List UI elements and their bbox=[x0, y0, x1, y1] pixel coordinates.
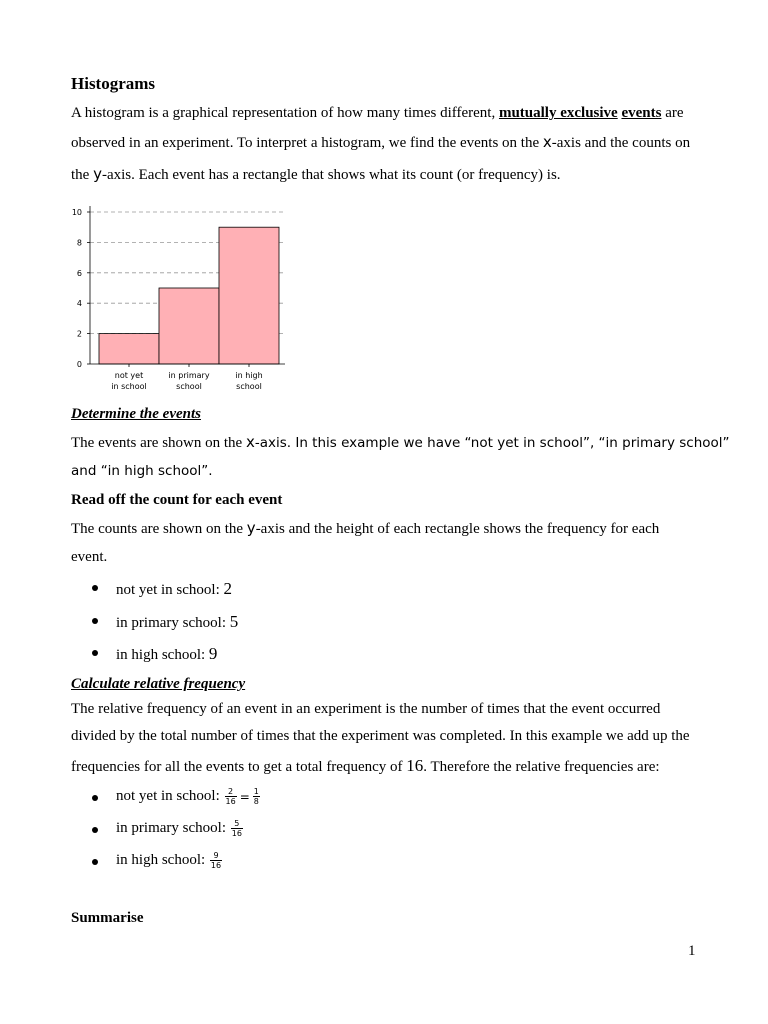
math-y: y bbox=[246, 519, 256, 537]
relative-line-3 bbox=[71, 758, 711, 775]
x-tick-label: not yet bbox=[114, 371, 144, 380]
bullet-icon bbox=[92, 795, 98, 801]
relative-text: frequencies for all the events to get a total frequency of bbox=[71, 759, 407, 775]
fraction-numerator: 1 bbox=[253, 787, 259, 796]
readoff-line-2: event. bbox=[71, 549, 108, 565]
intro-text: -axis. Each event has a rectangle that shows what its count (or frequency) is. bbox=[101, 167, 561, 183]
determine-text: The events are shown on the bbox=[71, 435, 246, 451]
count-value: 2 bbox=[223, 579, 232, 598]
count-value: 5 bbox=[229, 612, 239, 631]
fraction-denominator: 16 bbox=[225, 797, 236, 806]
intro-line-2 bbox=[71, 135, 711, 151]
x-tick-label: school bbox=[236, 382, 262, 391]
histogram-bar bbox=[219, 227, 279, 364]
fraction-denominator: 16 bbox=[210, 861, 222, 870]
determine-line-1 bbox=[71, 433, 730, 451]
x-tick-label: in primary bbox=[168, 371, 210, 380]
bullet-icon bbox=[92, 585, 98, 591]
x-tick-label: in school bbox=[111, 382, 147, 391]
math-y: y bbox=[93, 165, 102, 183]
relative-text: . Therefore the relative frequencies are: bbox=[423, 759, 660, 775]
relfreq-label: not yet in school: bbox=[116, 787, 224, 804]
heading-relative-frequency bbox=[71, 676, 245, 693]
fraction bbox=[231, 819, 243, 838]
total-frequency: 16 bbox=[406, 756, 424, 775]
histogram-chart bbox=[60, 198, 300, 398]
fraction-numerator: 5 bbox=[231, 819, 243, 829]
readoff-text: The counts are shown on the bbox=[71, 521, 247, 537]
fraction bbox=[253, 787, 260, 806]
relfreq-label: in primary school: bbox=[116, 819, 230, 836]
determine-line-2 bbox=[71, 464, 711, 479]
relfreq-label: in high school: bbox=[116, 851, 209, 868]
x-tick-label: school bbox=[176, 382, 202, 391]
equals-sign: = bbox=[239, 789, 250, 804]
fraction bbox=[210, 851, 222, 870]
term-events: events bbox=[621, 105, 662, 121]
page-title: Histograms bbox=[71, 74, 156, 93]
heading-summarise: Summarise bbox=[71, 910, 144, 926]
y-tick-label: 0 bbox=[76, 360, 82, 369]
fraction-numerator: 2 bbox=[225, 787, 237, 797]
readoff-line-1 bbox=[71, 521, 711, 537]
count-label: in high school: bbox=[116, 647, 209, 663]
relfreq-item-primary bbox=[116, 819, 244, 838]
relative-line-2: divided by the total number of times that the experiment was completed. In this example we add up the bbox=[71, 728, 690, 744]
histogram-bar bbox=[159, 288, 219, 364]
heading-read-off: Read off the count for each event bbox=[71, 492, 283, 508]
fraction-numerator: 9 bbox=[210, 851, 222, 861]
bullet-icon bbox=[92, 618, 98, 624]
y-tick-label: 4 bbox=[76, 299, 82, 309]
math-x: x bbox=[245, 433, 255, 451]
y-tick-label: 6 bbox=[76, 268, 82, 278]
readoff-text: -axis and the height of each rectangle shows the frequency for each bbox=[255, 521, 660, 537]
count-value: 9 bbox=[208, 644, 218, 663]
relative-line-1: The relative frequency of an event in an experiment is the number of times that the event occurred bbox=[71, 701, 661, 717]
heading-text: Determine the events bbox=[71, 406, 201, 422]
intro-text: observed in an experiment. To interpret a histogram, we find the events on the bbox=[71, 135, 543, 151]
intro-text: are bbox=[661, 105, 684, 121]
determine-text: -axis. In this example we have “not yet in school”, “in primary school” bbox=[254, 435, 730, 451]
x-tick-label: in high bbox=[235, 371, 263, 380]
bullet-icon bbox=[92, 827, 98, 833]
page-number: 1 bbox=[688, 943, 696, 959]
intro-line-1 bbox=[71, 106, 711, 121]
relfreq-item-not-yet bbox=[116, 787, 261, 806]
bullet-icon bbox=[92, 859, 98, 865]
term-mutually-exclusive: mutually exclusive bbox=[498, 105, 618, 121]
fraction-denominator: 16 bbox=[231, 829, 242, 838]
math-x: x bbox=[542, 133, 552, 151]
intro-text: -axis and the counts on bbox=[551, 135, 691, 151]
intro-text: A histogram is a graphical representation of how many times different, bbox=[71, 105, 499, 121]
y-tick-label: 8 bbox=[76, 238, 82, 248]
count-label: in primary school: bbox=[116, 615, 230, 631]
count-item-not-yet bbox=[116, 579, 232, 599]
intro-text: the bbox=[71, 167, 94, 183]
bullet-icon bbox=[92, 650, 98, 656]
heading-text: Calculate relative frequency bbox=[71, 676, 246, 692]
fraction-denominator: 8 bbox=[253, 797, 259, 806]
y-tick-label: 2 bbox=[76, 329, 82, 339]
y-tick-label: 10 bbox=[71, 208, 82, 217]
count-label: not yet in school: bbox=[116, 582, 224, 598]
fraction bbox=[225, 787, 237, 806]
histogram-bar bbox=[99, 334, 159, 364]
intro-line-3 bbox=[71, 167, 711, 183]
determine-text: and “in high school”. bbox=[71, 463, 213, 479]
count-item-high bbox=[116, 644, 217, 664]
count-item-primary bbox=[116, 612, 238, 632]
relfreq-item-high bbox=[116, 851, 223, 870]
heading-determine-events bbox=[71, 406, 201, 423]
